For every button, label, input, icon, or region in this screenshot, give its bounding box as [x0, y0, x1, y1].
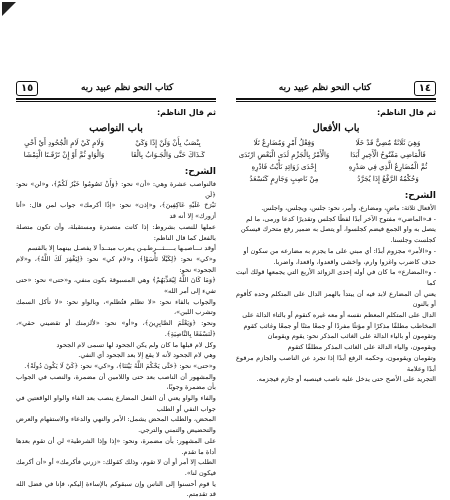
header-title: كتاب النحو نظم عبيد ربه — [278, 83, 372, 93]
verse-line — [16, 149, 216, 161]
body-line: - و«الأمر» مجزوم أبدًا: أي مبني على ما يجزم به مضارعه من سكون أو — [243, 246, 436, 255]
body-line: وكل لام قبلها ما كان ولم يكن الجحود لها تسمى لام الجحود — [56, 340, 216, 349]
body-line: يا قوم أحسنوا إلى الناس وإن سبقوكم بالإساءة إليكم، فإنا في فضل الله قد تقدمتم. — [16, 479, 216, 499]
body-line: - فـ«الماضي» مفتوح الآخر أبدًا لفظًا كجلس وتقديرًا كدعا ورمى، ما لم — [246, 214, 436, 223]
verse-hemistich: مِنْ نَاصِبٍ وَجَازِمٍ كَتَسْعَدُ — [249, 175, 319, 183]
body-line: - و«المضارع» ما كان في أوله إحدى الزوائد الأربع التي يجمعها قولك أنيت كما — [236, 268, 436, 287]
body-line: وهي لام الجحود لأنه لا يقع إلا بعد الجحود أي النفي. — [78, 351, 216, 360]
verse-hemistich: وَالْأَمْرُ بِالْجَزْمِ لَدَى الْبَعْضِ ارْتَدَى — [238, 151, 330, 159]
body-text — [16, 179, 216, 500]
verse-hemistich: وَحُكْمُهُ الرَّفْعُ إِذَا يُجَرَّدُ — [357, 175, 419, 183]
verse-line — [16, 137, 216, 149]
body-line: الأفعال ثلاثة: ماضٍ، ومضارع، وأمر، نحو: جلس، ويجلس، واجلس. — [261, 204, 436, 212]
verse-hemistich: إِحْدَى زَوَائِدِ نَأْيْتُ فَادْرِهِ — [251, 163, 317, 171]
verse-line — [236, 137, 436, 149]
body-line: فالنواصب عشرة وهي: «أن» نحو: ﴿وَأَنْ تَصُومُوا خَيْرٌ لَكُمْ﴾، و«لن» نحو: ﴿لَن — [16, 180, 216, 199]
body-line: ويقومون، والياء الدالة على الغائب المذكر مطلقًا كتقوم — [287, 343, 436, 352]
body-line: والفاء والواو يعني أن الفعل المضارع ينصب بعد الفاء والواو الواقعتين في جواب النفي أو الطلب — [16, 394, 216, 413]
header-rule — [236, 101, 436, 102]
said-label: ثم قال الناظم: — [156, 108, 216, 117]
chapter-heading: باب الأفعال — [312, 123, 360, 134]
body-line: و«كي» نحو: ﴿لِكَيْلَا تَأْسَوْا﴾، و«لام كي» نحو: ﴿لِيَغْفِرَ لَكَ اللَّهُ﴾، و«لام الجحود» نحو: — [16, 254, 216, 274]
verse-hemistich: بِنْصَبُ بِأَنْ وَلَنْ إِذًا وَكَيْ — [135, 139, 201, 147]
body-line: عملها للنصب بشروط: إذا كانت متصدرة ومستقبلة، وأن تكون متصلة بالفعل كما قال الناظم: — [16, 222, 216, 242]
header-rule — [16, 101, 216, 102]
verse-block — [236, 137, 436, 185]
body-line: التجريد على الأصح حتى يدخل عليه ناصب فينصبه أو جازم فيجزمه. — [256, 375, 436, 384]
chapter-heading: باب النواصب — [89, 123, 143, 134]
right-page — [236, 80, 436, 440]
page-corner-icon — [2, 2, 16, 16]
sharh-heading: الشرح: — [184, 167, 216, 177]
sharh-heading: الشرح: — [404, 191, 436, 201]
body-line: المخاطب مطلقًا مذكرًا أو مؤنثًا مفردًا أو جمعًا مثنًا أو جمعًا وغائب كقوم — [243, 321, 436, 330]
verse-hemistich: ثُمَّ الْمُضَارِعُ الَّذِي فِي صَدْرِهِ — [348, 163, 428, 171]
page-number: ١٤ — [414, 81, 436, 96]
body-text — [236, 203, 436, 385]
body-line: الطلب إلا أمر أو أن لا تقوم، وذلك كقولك: «زرني فأكرمك» أو «أن أكرمك فيكون لنا». — [16, 458, 216, 477]
body-line: كجلست وجلسنا. — [390, 236, 436, 245]
verse-line — [236, 149, 436, 161]
body-line: ﴿وَمَا كَانَ اللَّهُ لِيُعَذِّبَهُمْ﴾ وهي المسبوقة بكون منفي، و«حتى» نحو: «حتى تفيء إلى أمر الله» — [16, 276, 216, 296]
page-header — [236, 80, 436, 100]
body-line: أوقد نـــاصبـها بـــــثـــرطـيـن يـعرب مبتــدأ لا يفصـل بينهما إلا بالقسم — [27, 244, 216, 253]
body-line: حذف كاضرب واغزوا وارم، واخشى واقعدوا، واقعدا، واضربا. — [273, 257, 436, 266]
body-line: المحض، والطلب المحض يشمل: الأمر والنهي والدعاء والاستفهام والعرض والتحضيض والتمني والترجي. — [16, 415, 216, 435]
header-title: كتاب النحو نظم عبيد ربه — [80, 83, 174, 93]
body-line: والمشهور أن الناصب بعد حتى واللامين أن مضمرة، والنصب في الجواب بأن مضمرة وجوبًا، — [16, 372, 216, 392]
body-line: نَبْرَحَ عَلَيْهِ عَاكِفِينَ﴾، و«إذن» نحو: «إذًا أكرمك» جواب لمن قال: «أنا أزورك» إلا أنه قد — [16, 201, 216, 221]
verse-hemistich: وَلَامِ كَيْ لَامِ الْجُحُودِ أَيْ أَحْيِ — [24, 139, 104, 147]
verse-line — [236, 161, 436, 173]
verse-hemistich: وَفِعْلُ أَمْرٍ وَمُضَارِعٌ تَلَا — [253, 139, 315, 147]
verse-hemistich: وَالْوَاوِ ثُمَّ أَوْ إِنْ تَرْقَـتَا الْتِمْشَا — [23, 151, 105, 159]
body-line: يعني أن المضارع لابد فيه أن يبتدأ بالهمز الدال على المتكلم وحده كأقوم أو بالنون — [236, 289, 436, 309]
body-line: يتصل به واو الجمع فيضم كجلسوا، أو يتصل به ضمير رفع متحرك فيسكن — [240, 225, 436, 234]
verse-hemistich: وَهِيَ ثَلَاثَةٌ مُضِيٌّ قَدْ خَلَا — [355, 139, 421, 147]
body-line: وتقومون أو بالياء الدالة على الغائب المذكر نحو: يقوم ويقومان — [267, 332, 436, 341]
body-line: ونحو: ﴿وَيَعْلَمَ الصَّابِرِينَ﴾، و«أو» نحو: «لألزمنك أو تقضيني حقي»، ﴿لَنَسْفَعًا بِالنَّاصِيَةِ﴾. — [16, 319, 216, 338]
left-page — [16, 80, 216, 499]
page-header — [16, 80, 216, 100]
body-line: وتقومان ويقومون، وحكمه الرفع أبدًا إذا تجرد عن الناصب والجازم مرفوع أبدًا وعلامة — [236, 353, 436, 373]
body-line: والجواب بالفاء نحو: «لا تظلم فتُظلم»، وبالواو نحو: «لا تأكل السمك وتشرب اللبن»، — [16, 297, 216, 317]
body-line: و«حتى» نحو: ﴿حَتَّى يَحْكُمَ اللَّهُ بَيْنَنَا﴾، و«كي» نحو: ﴿كَيْ لَا يَكُونَ دُولَةً﴾. — [24, 361, 216, 370]
said-label: ثم قال الناظم: — [376, 108, 436, 117]
body-line: الدال على المتكلم المعظم نفسه أو معه غيره كنقوم أو بالتاء الدالة على — [242, 311, 436, 320]
verse-line — [236, 173, 436, 185]
page-number: ١٥ — [16, 81, 38, 96]
verse-hemistich: كَـذَاكَ حَتَّى وَالْجَـوَابُ بِالْفَا — [131, 151, 205, 159]
verse-block — [16, 137, 216, 161]
verse-hemistich: فَالْمَاضِي مَفْتُوحُ الْأَخِيرِ أَبَدَا — [350, 151, 426, 159]
body-line: على المشهور: بأن مضمرة، ونحو: «إذا وإذا الشرطية» لن أن تقوم بعدها أداة ما تقدم. — [16, 436, 216, 456]
